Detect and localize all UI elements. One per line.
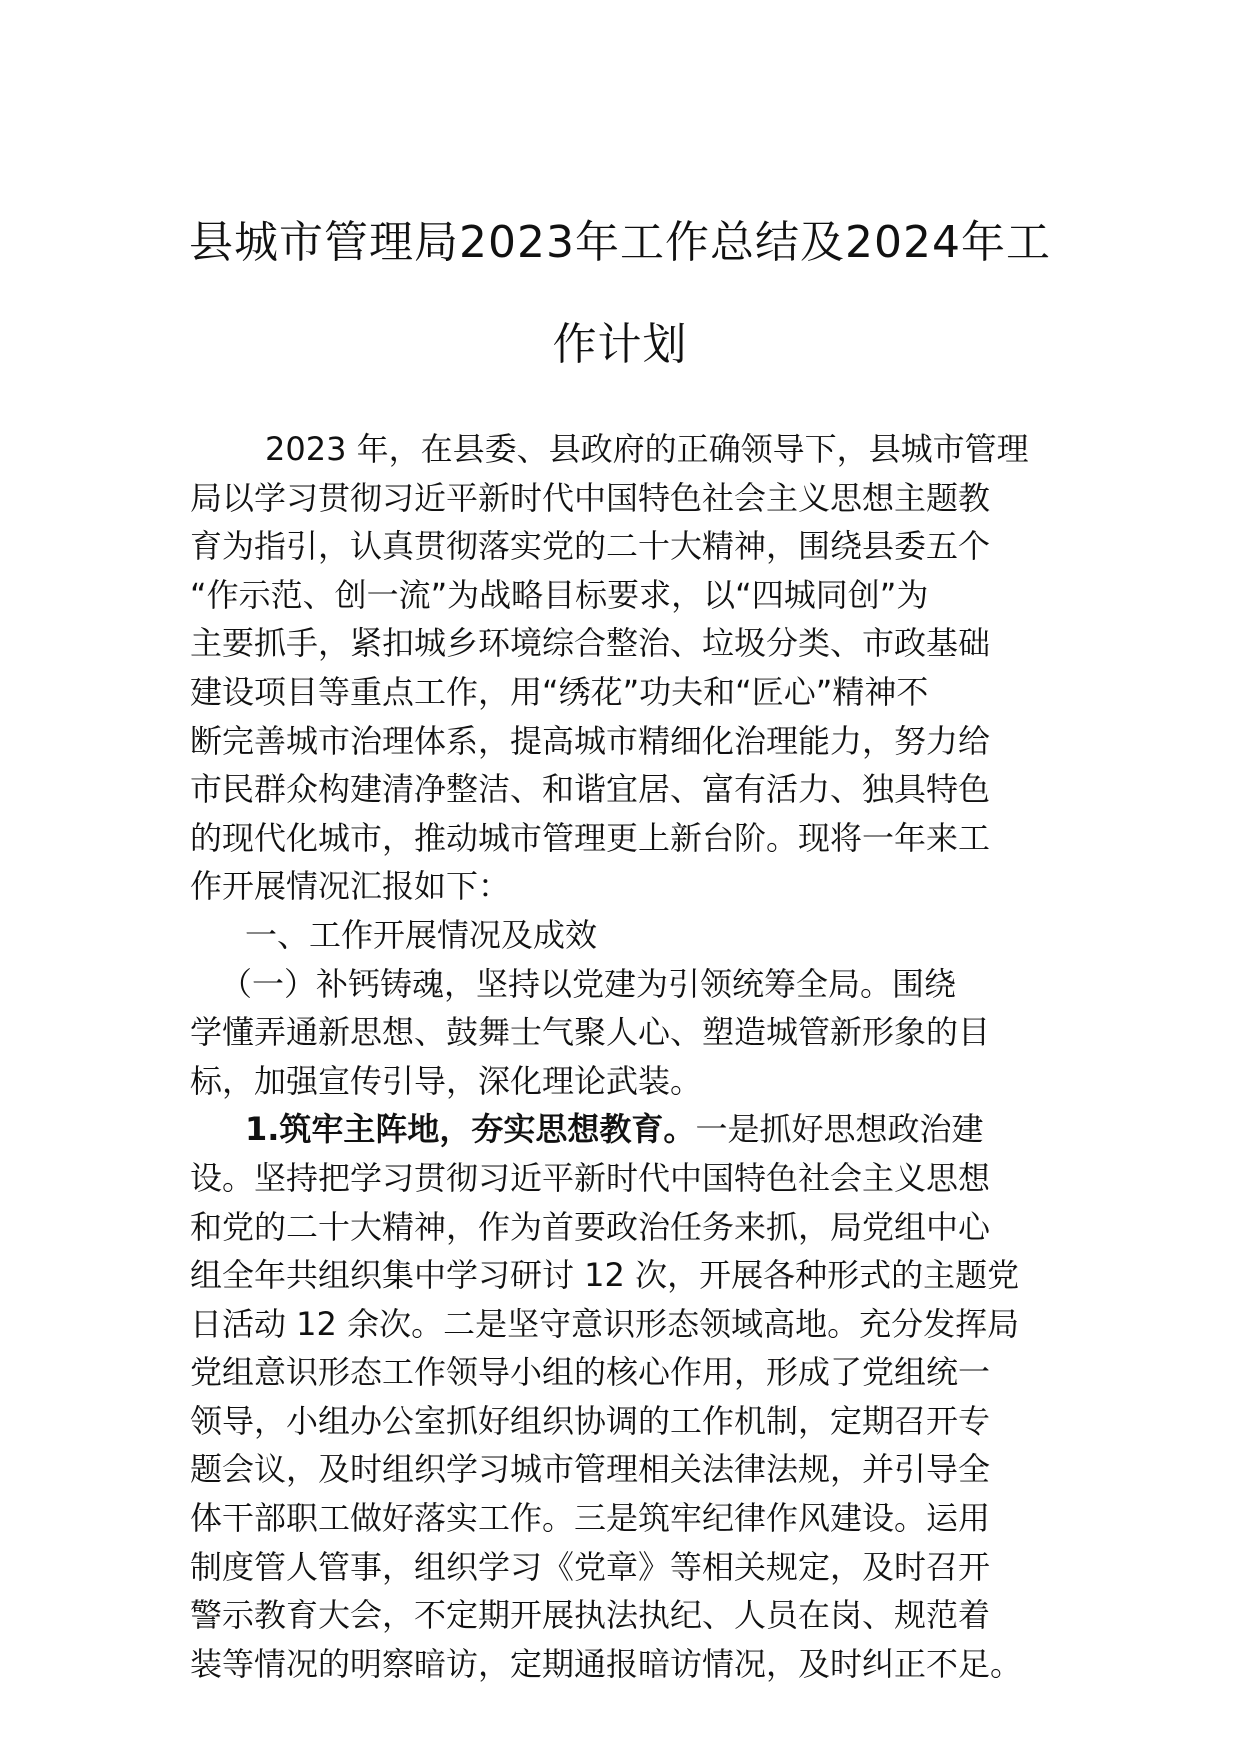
subsection-heading: 1.筑牢主阵地，夯实思想教育。: [245, 1110, 696, 1149]
paragraph-line: 学懂弄通新思想、鼓舞士气聚人心、塑造城管新形象的目: [190, 1013, 991, 1052]
paragraph-text: 一是抓好思想政治建: [695, 1110, 984, 1149]
paragraph-line: “作示范、创一流”为战略目标要求，以“四城同创”为: [190, 575, 929, 614]
document-title: [130, 192, 1110, 396]
paragraph-line: 设。坚持把学习贯彻习近平新时代中国特色社会主义思想: [190, 1158, 991, 1197]
paragraph-line: 局以学习贯彻习近平新时代中国特色社会主义思想主题教: [190, 478, 991, 517]
paragraph-line: 标，加强宣传引导，深化理论武装。: [190, 1061, 703, 1100]
paragraph-line: 日活动 12 余次。二是坚守意识形态领域高地。充分发挥局: [190, 1304, 1020, 1343]
title-line-2: 作计划: [552, 319, 688, 370]
title-line-1: 县城市管理局2023年工作总结及2024年工: [189, 217, 1051, 268]
paragraph-line: 警示教育大会，不定期开展执法执纪、人员在岗、规范着: [190, 1596, 991, 1635]
section-heading: 一、工作开展情况及成效: [245, 915, 598, 954]
paragraph-line: 和党的二十大精神，作为首要政治任务来抓，局党组中心: [190, 1207, 991, 1246]
paragraph-line: （一）补钙铸魂，坚持以党建为引领统筹全局。围绕: [220, 964, 957, 1003]
paragraph-line: 作开展情况汇报如下：: [190, 867, 511, 906]
paragraph-line: 市民群众构建清净整洁、和谐宜居、富有活力、独具特色: [190, 770, 991, 809]
paragraph-line: 断完善城市治理体系，提高城市精细化治理能力，努力给: [190, 721, 991, 760]
paragraph-line: 2023 年，在县委、县政府的正确领导下，县城市管理: [265, 430, 1029, 468]
paragraph-line: 体干部职工做好落实工作。三是筑牢纪律作风建设。运用: [190, 1499, 991, 1538]
paragraph-line: 建设项目等重点工作，用“绣花”功夫和“匠心”精神不: [190, 672, 929, 711]
document-body: [190, 425, 1070, 1688]
paragraph-line: 的现代化城市，推动城市管理更上新台阶。现将一年来工: [190, 818, 991, 857]
paragraph-line: [190, 1105, 1070, 1154]
paragraph-line: 育为指引，认真贯彻落实党的二十大精神，围绕县委五个: [190, 527, 991, 566]
paragraph-line: 党组意识形态工作领导小组的核心作用，形成了党组统一: [190, 1353, 991, 1392]
paragraph-line: 题会议，及时组织学习城市管理相关法律法规，并引导全: [190, 1450, 991, 1489]
paragraph-line: 组全年共组织集中学习研讨 12 次，开展各种形式的主题党: [190, 1256, 1020, 1295]
paragraph-line: 主要抓手，紧扣城乡环境综合整治、垃圾分类、市政基础: [190, 624, 991, 663]
paragraph-line: 领导，小组办公室抓好组织协调的工作机制，定期召开专: [190, 1401, 991, 1440]
paragraph-line: 装等情况的明察暗访，定期通报暗访情况，及时纠正不足。: [190, 1644, 1023, 1683]
paragraph-line: 制度管人管事，组织学习《党章》等相关规定，及时召开: [190, 1547, 991, 1586]
